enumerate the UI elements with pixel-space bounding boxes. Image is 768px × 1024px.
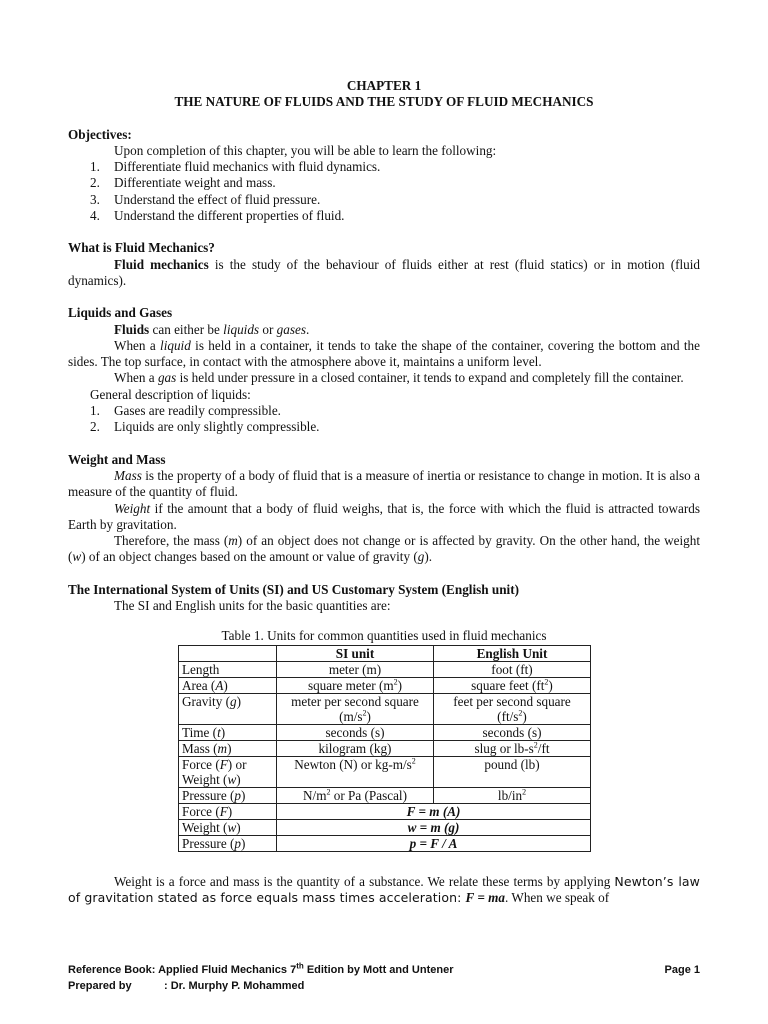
units-intro: The SI and English units for the basic quantities are: (114, 598, 391, 614)
fluids-paragraph: Fluids can either be liquids or gases. (114, 321, 310, 337)
list-item: 3. Understand the effect of fluid pressure. (90, 191, 321, 207)
table-row: Mass (m) kilogram (kg) slug or $lb-s^2/ft$ (179, 740, 591, 756)
table-row: Pressure (p) p = F / A (179, 835, 591, 851)
liquid-paragraph: When a liquid is held in a container, it tends to take the shape of the container, covering the bottom and the sides. The top surface, in contact with the atmosphere above it, maintains a uniform level. (68, 337, 700, 370)
reference-text: Reference Book: Applied Fluid Mechanics 7th Edition by Mott and Untener (68, 961, 454, 976)
units-table (178, 645, 591, 852)
liquids-list (68, 403, 700, 436)
table-header-row (179, 645, 591, 661)
column-header-english: English Unit (434, 645, 591, 661)
list-item: 1. Differentiate fluid mechanics with fluid dynamics. (90, 159, 381, 175)
table-row: Weight (w) w = m (g) (179, 819, 591, 835)
objectives-heading: Objectives: (68, 126, 132, 142)
table-caption: Table 1. Units for common quantities used in fluid mechanics (221, 628, 547, 644)
liquids-description-label: General description of liquids: (90, 386, 251, 402)
fluid-mechanics-definition: Fluid mechanics is the study of the behaviour of fluids either at rest (fluid statics) or in motion (fluid dynamics). (68, 256, 700, 288)
page-footer (68, 962, 700, 994)
closing-paragraph: Weight is a force and mass is the quantity of a substance. We relate these terms by applying Newton’s law of gravitation stated as force equals mass times acceleration: F = ma. When we speak of (68, 873, 700, 905)
page-number: Page 1 (664, 964, 700, 976)
table-row: Force (F) F = m (A) (179, 803, 591, 819)
units-heading: The International System of Units (SI) and US Customary System (English unit) (68, 581, 519, 597)
table-row: Area (A) square meter $(m^2)$ square feet $(ft^2)$ (179, 677, 591, 693)
objectives-intro: Upon completion of this chapter, you will be able to learn the following: (114, 142, 497, 158)
table-row: Length meter (m) foot (ft) (179, 661, 591, 677)
mass-paragraph: Mass is the property of a body of fluid that is a measure of inertia or resistance to change in motion. It is also a measure of the quantity of fluid. (68, 467, 700, 500)
fluid-mechanics-heading: What is Fluid Mechanics? (68, 240, 215, 256)
chapter-number: CHAPTER 1 (346, 78, 422, 93)
gas-paragraph: When a gas is held under pressure in a closed container, it tends to expand and completely fill the container. (114, 370, 684, 386)
list-item: 2. Differentiate weight and mass. (90, 175, 276, 191)
weight-paragraph: Weight if the amount that a body of fluid weighs, that is, the force with which the fluid is attracted towards Earth by gravitation. (68, 500, 700, 532)
table-row: Time (t) seconds (s) seconds (s) (179, 724, 591, 740)
list-item: 1. Gases are readily compressible. (90, 403, 281, 419)
table-row: Gravity (g) meter per second square $(m/s^2)$ feet per second square $(ft/s^2)$ (179, 693, 591, 724)
prepared-by: Prepared by : Dr. Murphy P. Mohammed (68, 980, 305, 992)
table-row: Pressure (p) $N/m^2$ or Pa (Pascal) $lb/in^2$ (179, 787, 591, 803)
list-item: 4. Understand the different properties of fluid. (90, 208, 345, 224)
weight-mass-heading: Weight and Mass (68, 451, 166, 467)
chapter-title: THE NATURE OF FLUIDS AND THE STUDY OF FLUID MECHANICS (174, 94, 594, 110)
liquids-gases-heading: Liquids and Gases (68, 305, 173, 321)
objectives-list (68, 159, 700, 224)
column-header-si: SI unit (277, 645, 434, 661)
therefore-paragraph: Therefore, the mass (m) of an object does not change or is affected by gravity. On the other hand, the weight (w) of an object changes based on the amount or value of gravity (g). (68, 533, 701, 565)
list-item: 2. Liquids are only slightly compressible. (90, 419, 320, 435)
document-page (68, 78, 700, 906)
table-row: Force (F) or Weight (w) Newton (N) or $kg-m/s^2$ pound (lb) (179, 756, 591, 787)
